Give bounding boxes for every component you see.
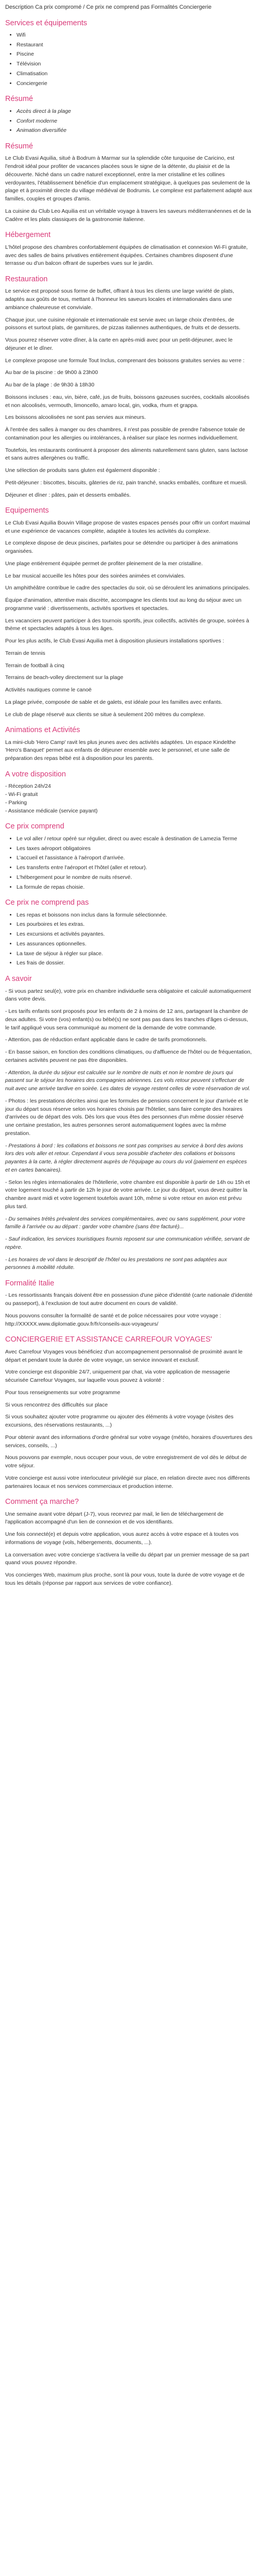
paragraph: Le club de plage réservé aux clients se situe à seulement 200 mètres du complexe. (5, 711, 205, 718)
paragraph: La plage privée, composée de sable et de galets, est idéale pour les familles avec enfants. (5, 699, 222, 705)
list-item: • Piscine (17, 50, 253, 59)
list-item: • Wifi (17, 31, 253, 40)
list-item: • Les pourboires et les extras. (17, 921, 253, 929)
list-item: • La taxe de séjour à régler sur place. (17, 950, 253, 958)
disposition-section (5, 770, 253, 815)
resume-section-1 (5, 95, 253, 135)
list-item: • Les frais de dossier. (17, 959, 253, 968)
paragraph: - Attention, pas de réduction enfant applicable dans le cadre de tarifs promotionnels. (5, 1037, 207, 1043)
list-item: • Conciergerie (17, 80, 253, 88)
list-item: • Restaurant (17, 41, 253, 49)
a-savoir-title: A savoir (5, 975, 32, 984)
paragraph: Les boissons alcoolisées ne sont pas servies aux mineurs. (5, 414, 146, 421)
paragraph: Si vous souhaitez ajouter votre programme ou ajouter des éléments à votre voyage (visites des excursions, des réservations restaurants, ...) (5, 1414, 234, 1429)
services-title: Services et équipements (5, 19, 87, 27)
list-item: • Télévision (17, 60, 253, 69)
paragraph: L'hôtel propose des chambres confortablement équipées de climatisation et connexion Wi-Fi gratuite, avec des salles de bains privatives entièrement équipées. Certaines chambres disposent d'une terrasse ou d'un balcon offrant de superbes vues sur le jardin. (5, 244, 248, 267)
resume-title: Résumé (5, 95, 33, 104)
paragraph: Toutefois, les restaurants continuent à proposer des aliments naturellement sans gluten, sans lactose et sans autres allergènes ou traffic. (5, 447, 248, 462)
paragraph: Terrain de tennis (5, 650, 45, 656)
hebergement-section (5, 231, 253, 268)
paragraph: Pour obtenir avant des informations d'ordre général sur votre voyage (météo, horaires d'ouvertures des services, conseils, ...) (5, 1434, 253, 1449)
paragraph: - Attention, la durée du séjour est calculée sur le nombre de nuits et non le nombre de jours qui passent sur le séjour les horaires des compagnies aériennes. Les vols retour peuvent s'effectuer de nuit avec une arrivée tardive en soirée. Les dates de voyage restent celles de votre réservation de vol. (5, 1069, 251, 1092)
bottom-spacer (5, 1592, 253, 1597)
a-savoir-section (5, 975, 253, 1272)
paragraph: Nous pouvons par exemple, nous occuper pour vous, de votre enregistrement de vol dès le début de votre séjour. (5, 1454, 247, 1469)
paragraph: Équipe d'animation, attentive mais discrète, accompagne les clients tout au long du séjour avec un programme varié : divertissements, activités sportives et spectacles. (5, 597, 241, 612)
equipements-title: Equipements (5, 506, 49, 515)
paragraph: - Photos : les prestations décrites ainsi que les formules de pensions concernent le jour d'arrivée et le jour du départ sous réserve selon vos horaires choisis par l'hôtelier, sans faire compte des horaires d'arrivées ou de départ des vols. Dès lors que vous êtes des personnes d'un même dossier réservé une certaine prestation, les autres personnes seront automatiquement logées avec la même prestation. (5, 1097, 249, 1137)
paragraph: - Du semaines trétès prévalent des services complémentaires, avec ou sans supplément, pour votre famille à l'arrivée ou au départ : garder votre chambre (sans être facturé)... (5, 1215, 246, 1230)
paragraph: Pour tous renseignements sur votre programme (5, 1389, 120, 1396)
comment-title: Comment ça marche? (5, 1498, 79, 1506)
paragraph: Le bar musical accueille les hôtes pour des soirées animées et conviviales. (5, 572, 186, 579)
paragraph: Le service est proposé sous forme de buffet, offrant à tous les clients une large variété de plats, adaptés aux goûts de tous, mettant à l'honneur les saveurs locales et internationales dans une ambiance chaleureuse et conviviale. (5, 288, 234, 311)
paragraph: Au bar de la piscine : de 9h00 à 23h00 (5, 369, 98, 376)
list-item: • Le vol aller / retour opéré sur régulier, direct ou avec escale à destination de Lamezia Terme (17, 835, 253, 843)
intro-text: Description Ca prix compromé / Ce prix ne comprend pas Formalités Conciergerie (5, 4, 212, 10)
restauration-section (5, 275, 253, 499)
list-item: • Climatisation (17, 70, 253, 78)
list-item: • Accès direct à la plage (17, 108, 253, 116)
paragraph: Chaque jour, une cuisine régionale et internationale est servie avec un large choix d'entrées, de poissons et surtout plats, de garnitures, de pizzas italiennes authentiques, de fruits et de desserts. (5, 316, 240, 331)
paragraph: - Les horaires de vol dans le descriptif de l'hôtel ou les prestations ne sont pas adaptées aux personnes à mobilité réduite. (5, 1256, 227, 1271)
paragraph: Le Club Evasi Aquilia, situé à Bodrum à Marmar sur la splendide côte turquoise de Caricino, est l'endroit idéal pour profiter de vacances placées sous le signe de la détente, du plaisir et de la découverte. Niché dans un cadre naturel exceptionnel, entre la mer cristalline et les collines verdoyantes, l'établissement bénéficie d'un emplacement stratégique, à quelques pas seulement de la plage et à proximité directe du village médiéval de Bodrumis. Le complexe est parfaitement adapté aux familles, couples et groupes d'amis. (5, 155, 252, 202)
list-item: • L'hébergement pour le nombre de nuits réservé. (17, 874, 253, 882)
resume-list (5, 108, 253, 135)
paragraph: - Sauf indication, les services touristiques fournis reposent sur une communication vérifiée, servant de repère. (5, 1236, 250, 1250)
resume-title: Résumé (5, 142, 33, 151)
list-item: • L'accueil et l'assistance à l'aéroport d'arrivée. (17, 854, 253, 862)
list-item: • Les repas et boissons non inclus dans la formule sélectionnée. (17, 911, 253, 920)
paragraph: Terrains de beach-volley directement sur la plage (5, 674, 123, 681)
services-section (5, 19, 253, 88)
paragraph: - Wi-Fi gratuit (5, 791, 38, 798)
prix-comprend-list (5, 835, 253, 892)
conciergerie-title: CONCIERGERIE ET ASSISTANCE CARREFOUR VOYAGES' (5, 1335, 212, 1344)
prix-comprend-title: Ce prix comprend (5, 822, 64, 831)
paragraph: La cuisine du Club Leo Aquilia est un véritable voyage à travers les saveurs méditerranéennes et de la Cadère et les plats classiques de la gastronomie italienne. (5, 208, 251, 223)
paragraph: - Si vous partez seul(e), votre prix en chambre individuelle sera obligatoire et calculé automatiquement dans votre devis. (5, 988, 251, 1003)
paragraph: La conversation avec votre concierge s'activera la veille du départ par un premier message de sa part quand vous pouvez répondre. (5, 1551, 249, 1566)
paragraph: Vous pourrez réserver votre dîner, à la carte en après-midi avec pour un petit-déjeuner, avec le déjeuner et le dîner. (5, 337, 233, 351)
paragraph: Au bar de la plage : de 9h30 à 18h30 (5, 382, 94, 388)
animations-section (5, 726, 253, 763)
prix-comprend-section (5, 822, 253, 891)
paragraph: Le complexe propose une formule Tout Inclus, comprenant des boissons gratuites servies au verre : (5, 357, 245, 364)
list-item: • Animation diversifiée (17, 127, 253, 135)
paragraph: Terrain de football à cinq (5, 662, 64, 669)
paragraph: Une semaine avant votre départ (J-7), vous recevrez par mail, le lien de téléchargement de l'application accompagné d'un lien de connexion et de vos identifiants. (5, 1511, 224, 1526)
paragraph: Le Club Evasi Aquilia Bouvin Village propose de vastes espaces pensés pour offrir un confort maximal et une expérience de vacances complète, adaptée à toutes les activités du complexe. (5, 519, 250, 534)
formalite-section (5, 1279, 253, 1328)
paragraph: Le complexe dispose de deux piscines, parfaites pour se détendre ou participer à des animations organisées. (5, 540, 238, 555)
prix-ne-comprend-pas-title: Ce prix ne comprend pas (5, 899, 89, 907)
paragraph: Déjeuner et dîner : pâtes, pain et desserts emballés. (5, 492, 131, 498)
paragraph: Boissons incluses : eau, vin, bière, café, jus de fruits, boissons gazeuses sucrées, cocktails alcoolisés et non alcoolisés, vermouth, limoncello, amaro local, gin, vodka, rhum et grappa. (5, 394, 250, 409)
paragraph: - En basse saison, en fonction des conditions climatiques, ou d'affluence de l'hôtel ou de fréquentation, certaines activités peuvent ne pas être disponibles. (5, 1049, 252, 1063)
paragraph: - Parking (5, 799, 27, 806)
list-item: • Confort moderne (17, 117, 253, 126)
equipements-section (5, 506, 253, 719)
paragraph: Votre concierge est disponible 24/7, uniquement par chat, via votre application de messagerie sécurisée Carrefour Voyages, sur laquelle vous pouvez à volonté : (5, 1369, 230, 1384)
paragraph: Une sélection de produits sans gluten est également disponible : (5, 467, 160, 474)
paragraph: À l'entrée des salles à manger ou des chambres, il n'est pas possible de prendre l'absence totale de contamination pour les allergies ou intolérances, à réaliser sur place les normes individuellement. (5, 427, 245, 441)
paragraph: La mini-club 'Hero Camp' ravit les plus jeunes avec des activités adaptées. Un espace Kindelthe 'Hero's Banquet' permet aux enfants de déjeuner ensemble avec le personnel, et une salle de préparation des repas bébé est à disposition pour les parents. (5, 739, 236, 762)
paragraph: Petit-déjeuner : biscottes, biscuits, gâteries de riz, pain tranché, snacks emballés, confiture et muesli. (5, 479, 248, 486)
paragraph: - Les ressortissants français doivent être en possession d'une pièce d'identité (carte nationale d'identité ou passeport), à l'exclusion de tout autre document en cours de validité. (5, 1292, 253, 1307)
services-list (5, 31, 253, 88)
prix-ne-comprend-pas-section (5, 899, 253, 968)
paragraph: Vos concierges Web, maximum plus proche, sont là pour vous, toute la durée de votre voyage et de tous les détails (réponse par rapport aux services de votre confiance). (5, 1572, 245, 1586)
paragraph: - Réception 24h/24 (5, 783, 51, 790)
paragraph: Une fois connecté(e) et depuis votre application, vous aurez accès à votre espace et à toutes vos informations de voyage (vols, hébergements, documents, ...). (5, 1531, 239, 1546)
list-item: • Les assurances optionnelles. (17, 940, 253, 948)
paragraph: Une plage entièrement équipée permet de profiter pleinement de la mer cristalline. (5, 560, 203, 567)
paragraph: Si vous rencontrez des difficultés sur place (5, 1401, 108, 1408)
formalite-title: Formalité Italie (5, 1279, 55, 1288)
paragraph: - Les tarifs enfants sont proposés pour les enfants de 2 à moins de 12 ans, partageant la chambre de deux adultes. Si votre (vos) enfant(s) ou bébé(s) ne sont pas pas dans les tranches d'âges ci-dessus, le tarif appliqué vous sera communiqué au moment de la demande de votre commande. (5, 1008, 248, 1031)
paragraph: - Prestations à bord : les collations et boissons ne sont pas comprises au service à bord des avions lors des vols aller et retour. Cependant il vous sera possible d'acheter des collations et boissons payantes à la carte, à régler directement auprès de l'équipage au cours du vol (paiement en espèces et en cartes bancaires). (5, 1142, 247, 1173)
paragraph: Activités nautiques comme le canoë (5, 687, 92, 693)
list-item: • Les excursions et activités payantes. (17, 930, 253, 939)
paragraph: Avec Carrefour Voyages vous bénéficiez d'un accompagnement personnalisé de proximité avant le départ et pendant toute la durée de votre voyage, un service innovant et exclusif. (5, 1348, 243, 1363)
list-item: • Les taxes aéroport obligatoires (17, 845, 253, 853)
comment-section (5, 1498, 253, 1587)
paragraph: Pour les plus actifs, le Club Evasi Aquilia met à disposition plusieurs installations sportives : (5, 638, 224, 645)
list-item: • Les transferts entre l'aéroport et l'hôtel (aller et retour). (17, 864, 253, 872)
paragraph: - Assistance médicale (service payant) (5, 807, 98, 814)
disposition-title: A votre disposition (5, 770, 66, 778)
paragraph: Votre concierge est aussi votre interlocuteur privilégié sur place, en relation directe avec nos différents partenaires locaux et nos services commerciaux et production interne. (5, 1475, 250, 1489)
list-item: • La formule de repas choisie. (17, 884, 253, 892)
conciergerie-section (5, 1335, 253, 1490)
paragraph: Les vacanciers peuvent participer à des tournois sportifs, jeux collectifs, activités de groupe, soirées à thème et spectacles adaptés à tous les âges. (5, 617, 249, 632)
resume-section-2 (5, 142, 253, 224)
hebergement-title: Hébergement (5, 231, 51, 240)
animations-title: Animations et Activités (5, 726, 80, 735)
paragraph: - Selon les règles internationales de l'hôtellerie, votre chambre est disponible à partir de 14h ou 15h et votre logement touché à partir de 12h le jour de votre arrivée. Le jour du départ, vous devez quitter la chambre avant midi et votre logement toutefois avant 10h, même si votre retour en avion est prévu plus tard. (5, 1179, 250, 1210)
restauration-title: Restauration (5, 275, 48, 284)
paragraph: Un amphithéâtre contribue le cadre des spectacles du soir, où se déroulent les animations principales. (5, 585, 250, 591)
formalite-link[interactable]: Nous pouvons consulter la formalité de santé et de police nécessaires pour votre voyage : http://XXXXX.www.diplomatie.gouv.fr/fr/conseils-aux-voyageurs/ (5, 1312, 221, 1327)
prix-ne-comprend-pas-list (5, 911, 253, 968)
